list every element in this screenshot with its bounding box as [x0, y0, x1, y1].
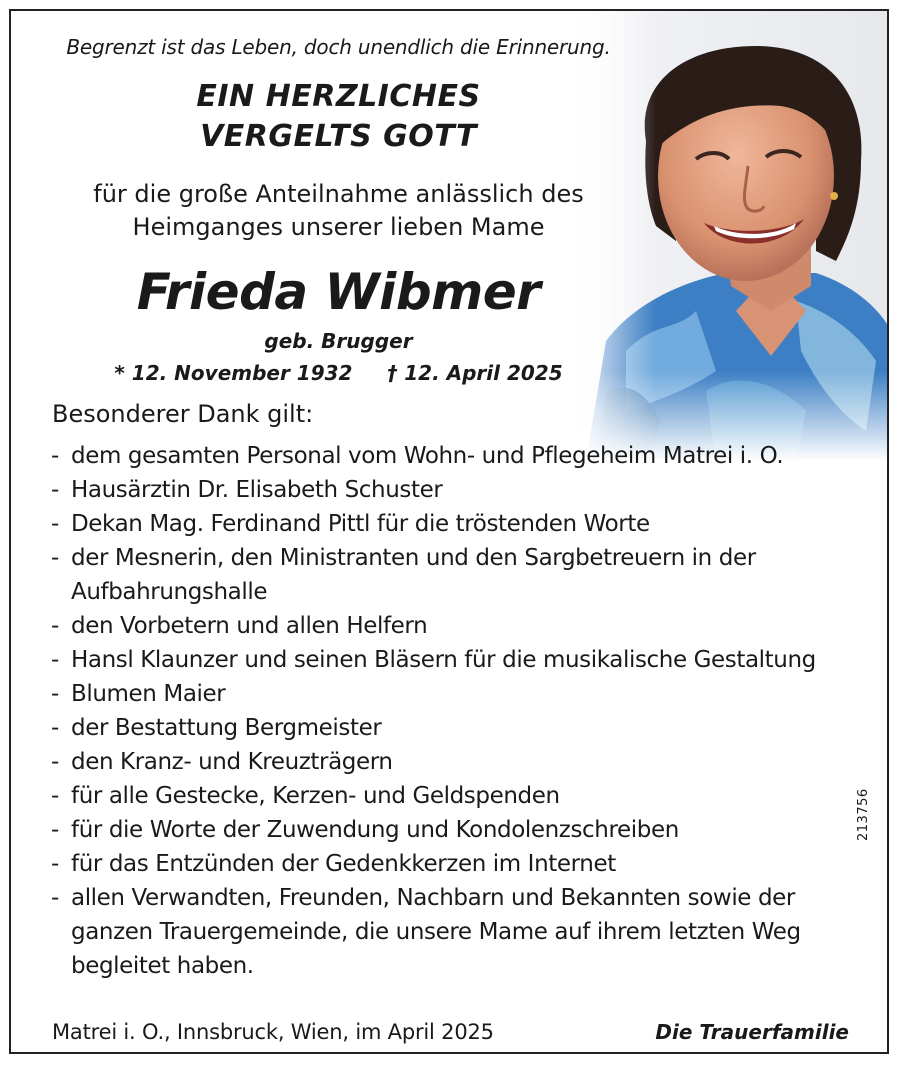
- motto: Begrenzt ist das Leben, doch unendlich die Erinnerung.: [66, 35, 611, 59]
- list-item: - der Bestattung Bergmeister: [51, 711, 871, 745]
- reference-number: 213756: [856, 788, 871, 841]
- dash-bullet: -: [51, 477, 59, 503]
- thanks-list: [51, 439, 871, 983]
- list-item: - den Vorbetern und allen Helfern: [51, 609, 871, 643]
- obituary-notice: [9, 9, 889, 1054]
- list-item: - dem gesamten Personal vom Wohn- und Pflegeheim Matrei i. O.: [51, 439, 871, 473]
- intro-line-2: Heimganges unserer lieben Mame: [132, 213, 545, 241]
- birth-name: geb. Brugger: [264, 329, 413, 353]
- dash-bullet: -: [51, 851, 59, 877]
- list-item: - Blumen Maier: [51, 677, 871, 711]
- list-item: - den Kranz- und Kreuzträgern: [51, 745, 871, 779]
- place-date: Matrei i. O., Innsbruck, Wien, im April 2025: [52, 1020, 494, 1044]
- heading-line-2: VERGELTS GOTT: [200, 119, 477, 154]
- list-item: - allen Verwandten, Freunden, Nachbarn und Bekannten sowie der ganzen Trauergemeinde, die unsere Mame auf ihrem letzten Weg begleitet haben.: [51, 881, 871, 983]
- dash-bullet: -: [51, 681, 59, 707]
- dash-bullet: -: [51, 613, 59, 639]
- dash-bullet: -: [51, 511, 59, 537]
- dash-bullet: -: [51, 443, 59, 469]
- list-item: - Hansl Klaunzer und seinen Bläsern für die musikalische Gestaltung: [51, 643, 871, 677]
- dash-bullet: -: [51, 817, 59, 843]
- list-item: - der Mesnerin, den Ministranten und den Sargbetreuern in der Aufbahrungshalle: [51, 541, 871, 609]
- list-item: - für alle Gestecke, Kerzen- und Geldspenden: [51, 779, 871, 813]
- dash-bullet: -: [51, 647, 59, 673]
- list-item: - Dekan Mag. Ferdinand Pittl für die tröstenden Worte: [51, 507, 871, 541]
- dash-bullet: -: [51, 885, 59, 911]
- dash-bullet: -: [51, 783, 59, 809]
- signature: Die Trauerfamilie: [655, 1020, 849, 1044]
- life-dates: * 12. November 1932 † 12. April 2025: [114, 361, 563, 385]
- intro-line-1: für die große Anteilnahme anlässlich des: [93, 180, 584, 208]
- deceased-name: Frieda Wibmer: [136, 263, 541, 321]
- dash-bullet: -: [51, 715, 59, 741]
- thanks-title: Besonderer Dank gilt:: [52, 400, 314, 428]
- heading-line-1: EIN HERZLICHES: [196, 79, 481, 114]
- list-item: - Hausärztin Dr. Elisabeth Schuster: [51, 473, 871, 507]
- list-item: - für die Worte der Zuwendung und Kondolenzschreiben: [51, 813, 871, 847]
- list-item: - für das Entzünden der Gedenkkerzen im Internet: [51, 847, 871, 881]
- dash-bullet: -: [51, 749, 59, 775]
- dash-bullet: -: [51, 545, 59, 571]
